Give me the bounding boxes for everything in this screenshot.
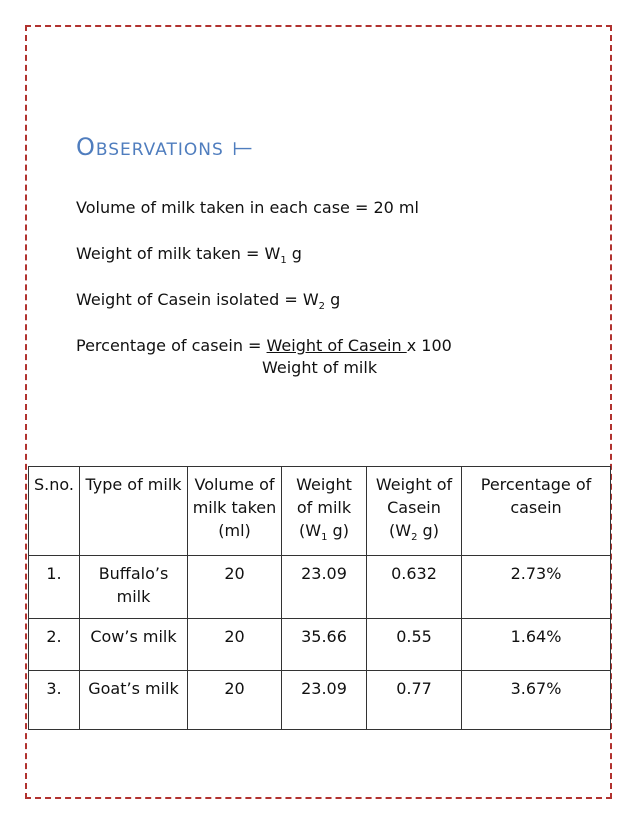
header-percentage: Percentage of casein [462,467,611,556]
header-weight-milk [282,467,367,556]
percentage-prefix: Percentage of casein = [76,336,267,355]
header-weight-casein-text: Weight of Casein (W [375,475,453,540]
cell-weight-casein: 0.632 [367,556,462,619]
cell-sno: 2. [29,619,80,671]
percentage-suffix: x 100 [406,336,452,355]
weight-casein-prefix: Weight of Casein isolated = W [76,290,319,309]
volume-line: Volume of milk taken in each case = 20 ml [76,198,419,217]
cell-weight-milk: 35.66 [282,619,367,671]
heading-dash: ⟝ [232,133,254,161]
weight-casein-suffix: g [325,290,341,309]
cell-weight-casein: 0.77 [367,671,462,730]
cell-percentage: 2.73% [462,556,611,619]
cell-volume: 20 [188,671,282,730]
observations-table [28,466,611,730]
cell-percentage: 1.64% [462,619,611,671]
cell-weight-casein: 0.55 [367,619,462,671]
weight-milk-sub: 1 [280,255,287,267]
table-row [29,556,611,619]
heading-text: Observations [76,133,224,161]
percentage-denominator: Weight of milk [262,358,378,377]
header-sno: S.no. [29,467,80,556]
table-row [29,671,611,730]
weight-casein-sub: 2 [318,301,326,313]
header-weight-casein [367,467,462,556]
cell-weight-milk: 23.09 [282,671,367,730]
header-weight-milk-end: g) [327,521,349,540]
table-header-row [29,467,611,556]
header-weight-casein-end: g) [417,521,439,540]
percentage-numerator: Weight of Casein [266,336,407,355]
cell-sno: 1. [29,556,80,619]
observations-heading [76,133,253,161]
cell-type: Buffalo’s milk [80,556,188,619]
cell-volume: 20 [188,619,282,671]
header-weight-casein-sub: 2 [411,532,418,544]
weight-milk-line [76,244,302,266]
weight-milk-prefix: Weight of milk taken = W [76,244,281,263]
header-type: Type of milk [80,467,188,556]
weight-milk-suffix: g [286,244,302,263]
weight-casein-line [76,290,340,312]
cell-type: Goat’s milk [80,671,188,730]
header-volume: Volume of milk taken (ml) [188,467,282,556]
header-weight-milk-sub: 1 [321,532,328,544]
cell-volume: 20 [188,556,282,619]
header-weight-milk-text: Weight of milk (W [296,475,352,540]
cell-weight-milk: 23.09 [282,556,367,619]
percentage-formula-line [76,336,452,355]
cell-type: Cow’s milk [80,619,188,671]
cell-percentage: 3.67% [462,671,611,730]
cell-sno: 3. [29,671,80,730]
table-row [29,619,611,671]
